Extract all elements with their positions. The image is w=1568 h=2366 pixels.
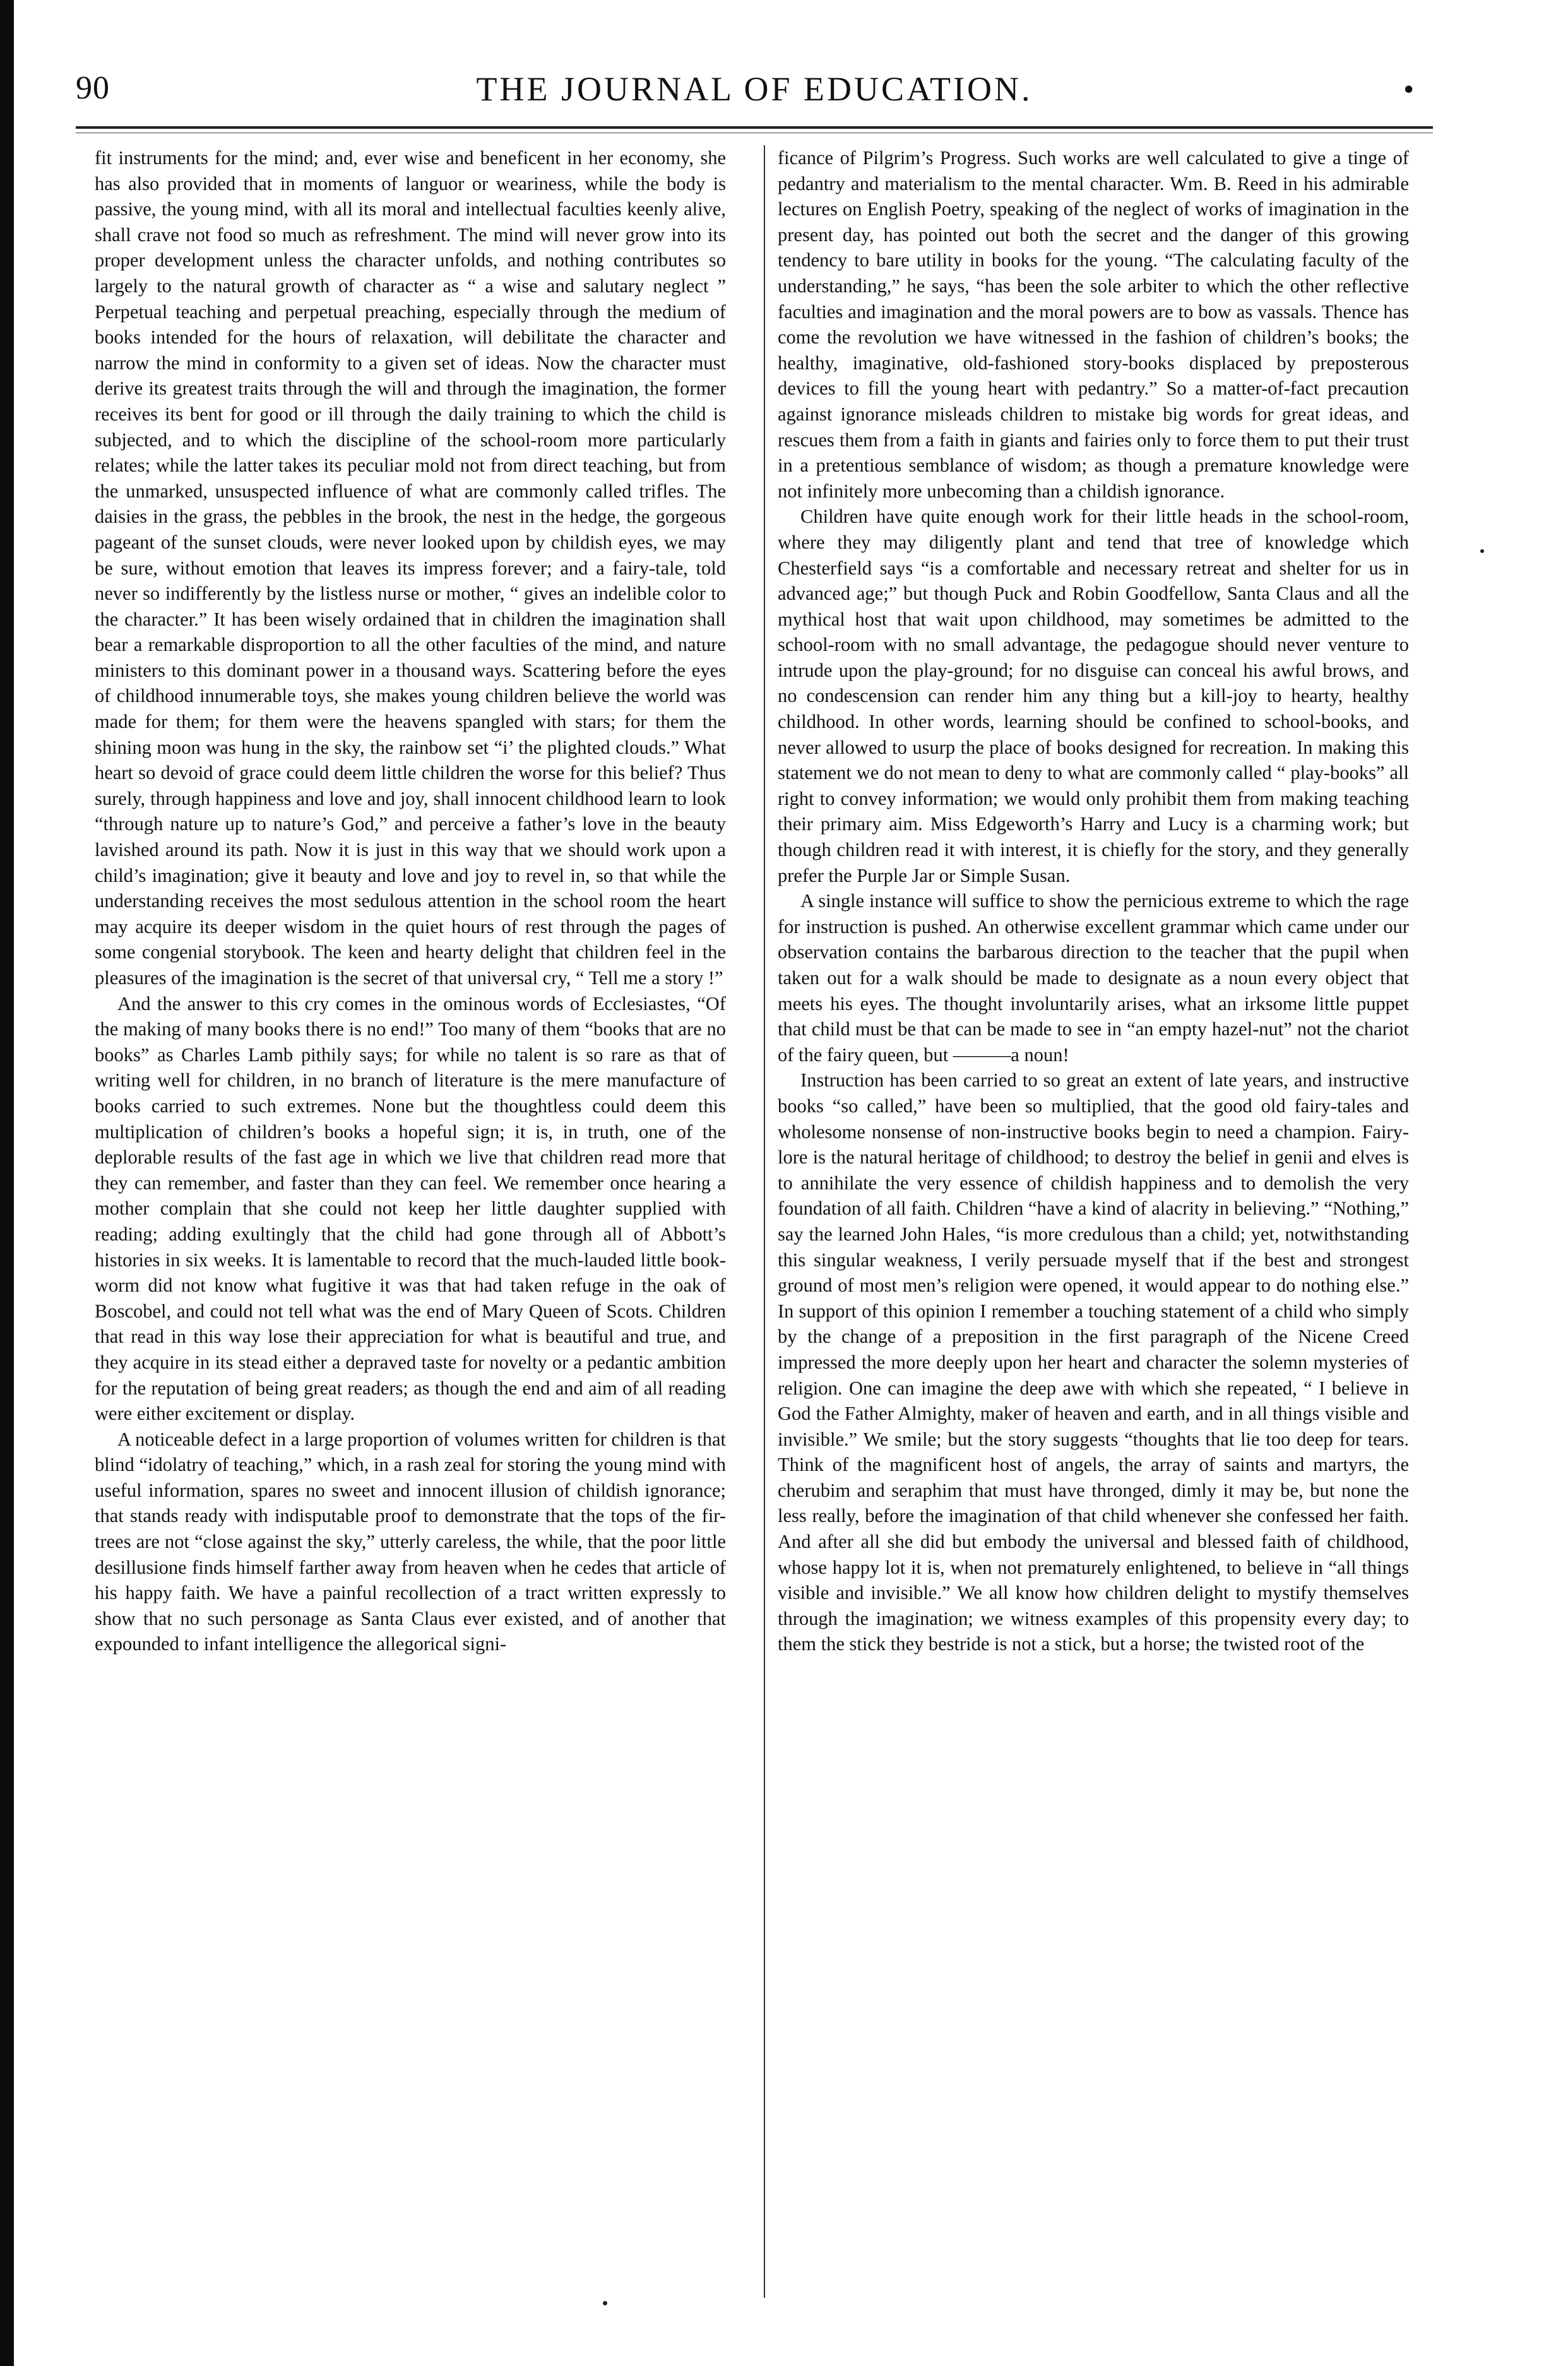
- paragraph: And the answer to this cry comes in the ominous words of Ecclesiastes, “Of the making of many books there is no end!” Too many of them “books that are no books” as Charles Lamb pithily says; for while no talent is so rare as that of writing well for children, in no branch of literature is the mere manufacture of books carried to such extremes. None but the thoughtless could deem this multiplication of children’s books a hopeful sign; it is, in truth, one of the deplorable results of the fast age in which we live that children read more that they can remember, and faster than they can feel. We remember once hearing a mother complain that she could not keep her little daughter supplied with reading; adding exultingly that the child had gone through all of Abbott’s histories in six weeks. It is lamentable to record that the much-lauded little book-worm did not know what fugitive it was that had taken refuge in the oak of Boscobel, and could not tell what was the end of Mary Queen of Scots. Children that read in this way lose their appreciation for what is beautiful and true, and they acquire in its stead either a depraved taste for novelty or a pedantic ambition for the reputation of being great readers; as though the end and aim of all reading were either excitement or display.: [95, 992, 726, 1425]
- right-column: [778, 145, 1409, 2304]
- running-title: THE JOURNAL OF EDUCATION.: [476, 70, 1033, 108]
- paragraph: A noticeable defect in a large proportion of volumes written for children is that blind “idolatry of teaching,” which, in a rash zeal for storing the young mind with useful information, spares no sweet and innocent illusion of childish ignorance; that stands ready with indisputable proof to demonstrate that the tops of the fir-trees are not “close against the sky,” utterly careless, the while, that the poor little desillusione finds himself farther away from heaven when he cedes that article of his happy faith. We have a painful recollection of a tract written expressly to show that no such personage as Santa Claus ever existed, and of another that expounded to infant intelligence the allegorical signi-: [95, 1428, 726, 1655]
- header-mark: •: [1403, 73, 1414, 106]
- column-divider: [764, 145, 765, 2298]
- left-column: [95, 145, 726, 2304]
- page-number: 90: [76, 70, 110, 106]
- paragraph: Instruction has been carried to so great an extent of late years, and instructive books “so called,” have been so multiplied, that the good old fairy-tales and wholesome nonsense of non-instructive books begin to need a champion. Fairy-lore is the natural heritage of childhood; to destroy the belief in genii and elves is to annihilate the very essence of childish happiness and to demolish the very foundation of all faith. Children “have a kind of alacrity in believing.” “Nothing,” say the learned John Hales, “is more credulous than a child; yet, notwithstanding this singular weakness, I verily persuade myself that if the best and strongest ground of most men’s religion were opened, it would appear to do nothing else.” In support of this opinion I remember a touching statement of a child who simply by the change of a preposition in the first paragraph of the Nicene Creed impressed the more deeply upon her heart and character the solemn mysteries of religion. One can imagine the deep awe with which she repeated, “ I believe in God the Father Almighty, maker of heaven and earth, and in all things visible and invisible.” We smile; but the story suggests “thoughts that lie too deep for tears. Think of the magnificent host of angels, the array of saints and martyrs, the cherubim and seraphim that must have thronged, dimly it may be, but none the less really, before the imagination of that child whenever she confessed her faith. And after all she did but embody the universal and blessed faith of childhood, whose happy lot it is, when not prematurely enlightened, to believe in “all things visible and invisible.” We all know how children delight to mystify themselves through the imagination; we witness examples of this propensity every day; to them the stick they bestride is not a stick, but a horse; the twisted root of the: [778, 1069, 1409, 1655]
- page-header: [76, 69, 1433, 120]
- paragraph: Children have quite enough work for their little heads in the school-room, where they may diligently plant and tend that tree of knowledge which Chesterfield says “is a comfortable and necessary retreat and shelter for us in advanced age;” but though Puck and Robin Goodfellow, Santa Claus and all the mythical host that wait upon childhood, may sometimes be admitted to the school-room with no small advantage, the pedagogue should never venture to intrude upon the play-ground; for no disguise can conceal his awful brows, and no condescension can render him any thing but a kill-joy to hearty, healthy childhood. In other words, learning should be confined to school-books, and never allowed to usurp the place of books designed for recreation. In making this statement we do not mean to deny to what are commonly called “ play-books” all right to convey information; we would only prohibit them from making teaching their primary aim. Miss Edgeworth’s Harry and Lucy is a charming work; but though children read it with interest, it is chiefly for the story, and they generally prefer the Purple Jar or Simple Susan.: [778, 506, 1409, 886]
- page-edge-rule: [0, 0, 14, 2366]
- header-rule: [76, 126, 1433, 129]
- paragraph: fit instruments for the mind; and, ever wise and beneficent in her economy, she has also provided that in moments of languor or weariness, while the body is passive, the young mind, with all its moral and intellectual faculties keenly alive, shall crave not food so much as refreshment. The mind will never grow into its proper development unless the character unfolds, and nothing contributes so largely to the natural growth of character as “ a wise and salutary neglect ” Perpetual teaching and perpetual preaching, especially through the medium of books intended for the hours of relaxation, will debilitate the character and narrow the mind in conformity to a given set of ideas. Now the character must derive its greatest traits through the will and through the imagination, the former receives its bent for good or ill through the daily training to which the child is subjected, and to which the discipline of the school-room more particularly relates; while the latter takes its peculiar mold not from direct teaching, but from the unmarked, unsuspected influence of what are commonly called trifles. The daisies in the grass, the pebbles in the brook, the nest in the hedge, the gorgeous pageant of the sunset clouds, were never looked upon by childish eyes, we may be sure, without emotion that leaves its impress forever; and a fairy-tale, told never so indifferently by the listless nurse or mother, “ gives an indelible color to the character.” It has been wisely ordained that in children the imagination shall bear a remarkable disproportion to all the other faculties of the mind, and nature ministers to this dominant power in a thousand ways. Scattering before the eyes of childhood innumerable toys, she makes young children believe the world was made for them; for them were the heavens spangled with stars; for them the shining moon was hung in the sky, the rainbow set “i’ the plighted clouds.” What heart so devoid of grace could deem little children the worse for this belief? Thus surely, through happiness and love and joy, shall innocent childhood learn to look “through nature up to nature’s God,” and perceive a father’s love in the beauty lavished around its path. Now it is just in this way that we should work upon a child’s imagination; give it beauty and love and joy to revel in, so that while the understanding receives the most sedulous attention in the school room the heart may acquire its deeper wisdom in the quiet hours of rest through the pages of some congenial storybook. The keen and hearty delight that children feel in the pleasures of the imagination is the secret of that universal cry, “ Tell me a story !”: [95, 147, 726, 989]
- paragraph: ficance of Pilgrim’s Progress. Such works are well calculated to give a tinge of pedantry and materialism to the mental character. Wm. B. Reed in his admirable lectures on English Poetry, speaking of the neglect of works of imagination in the present day, has pointed out both the secret and the danger of this growing tendency to bare utility in books for the young. “The calculating faculty of the understanding,” he says, “has been the sole arbiter to which the other reflective faculties and imagination and the moral powers are to bow as vassals. Thence has come the revolution we have witnessed in the fashion of children’s books; the healthy, imaginative, old-fashioned story-books displaced by preposterous devices to fill the young heart with pedantry.” So a matter-of-fact precaution against ignorance misleads children to mistake big words for great ideas, and rescues them from a faith in giants and fairies only to force them to put their trust in a pretentious semblance of wisdom; as though a premature knowledge were not infinitely more unbecoming than a childish ignorance.: [778, 147, 1409, 502]
- bottom-dot: [603, 2301, 607, 2305]
- margin-dot: [1480, 549, 1484, 553]
- paragraph: A single instance will suffice to show the pernicious extreme to which the rage for instruction is pushed. An otherwise excellent grammar which came under our observation contains the barbarous direction to the teacher that the pupil when taken out for a walk should be made to designate as a noun every object that meets his eyes. The thought involuntarily arises, what an irksome little puppet that child must be that can be made to see in “an empty hazel-nut” not the chariot of the fairy queen, but ———a noun!: [778, 890, 1409, 1066]
